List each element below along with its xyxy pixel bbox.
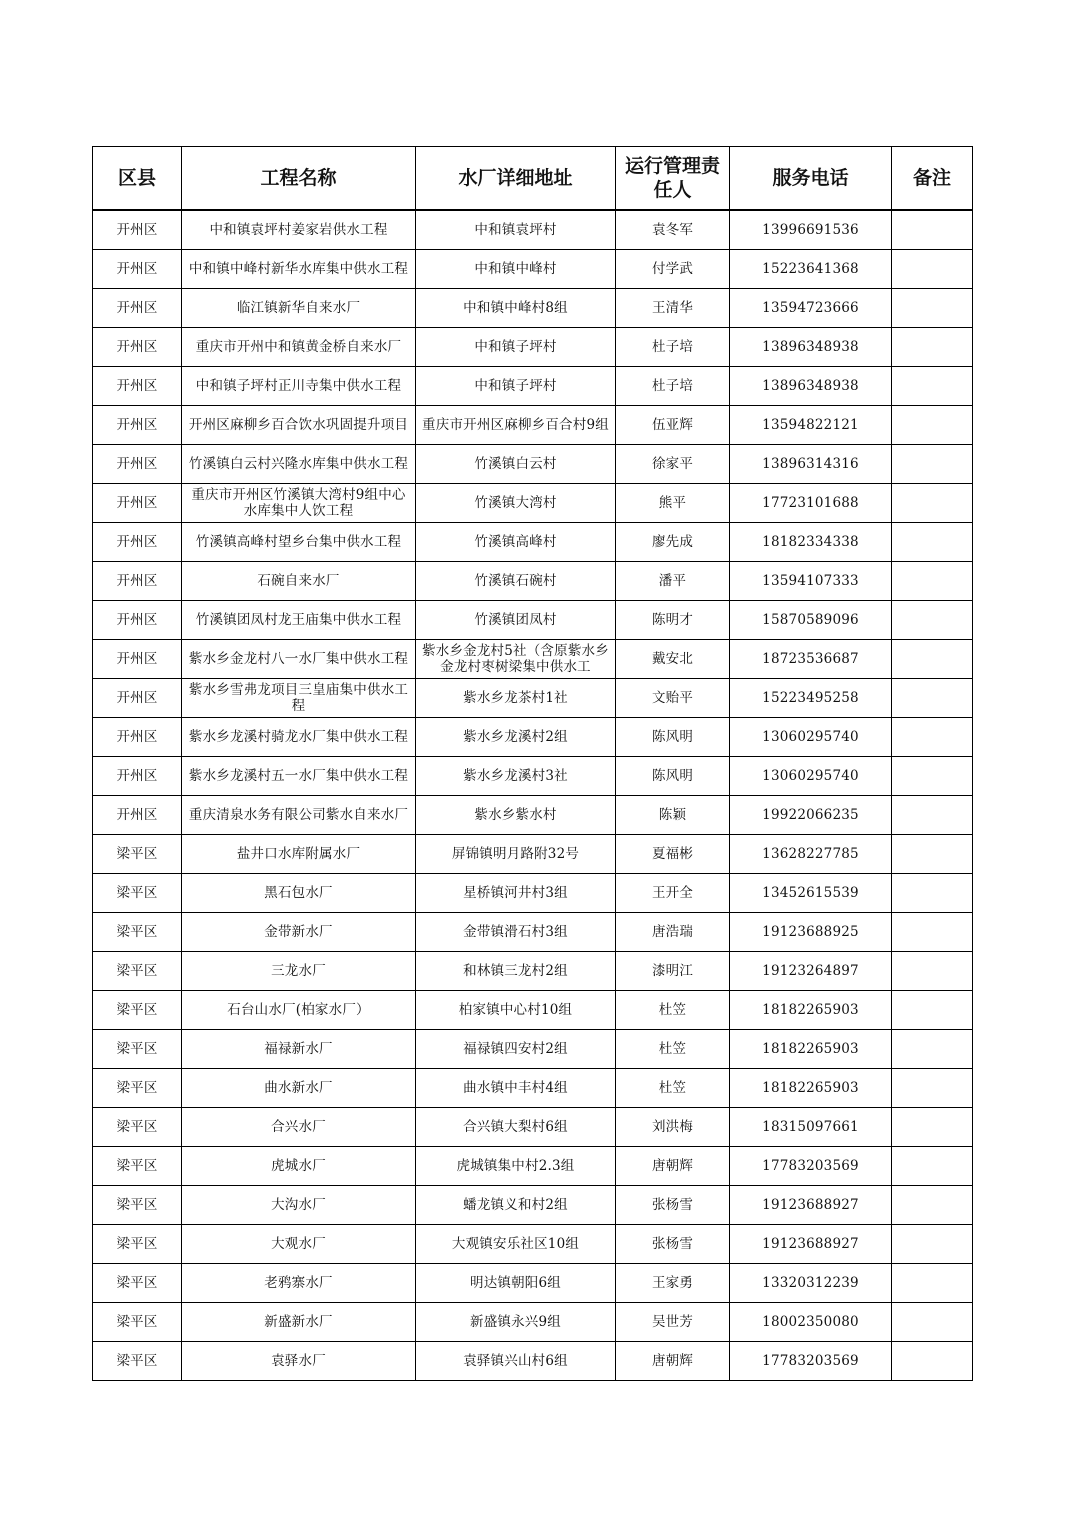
cell-service-phone: 18182334338 [730,523,892,562]
cell-county: 梁平区 [93,1342,182,1381]
cell-service-phone: 19123264897 [730,952,892,991]
cell-remarks [892,406,973,445]
cell-project-name: 袁驿水厂 [182,1342,416,1381]
cell-remarks [892,1342,973,1381]
cell-county: 开州区 [93,601,182,640]
cell-service-phone: 13060295740 [730,757,892,796]
cell-remarks [892,562,973,601]
cell-service-phone: 13060295740 [730,718,892,757]
cell-plant-address: 福禄镇四安村2组 [416,1030,616,1069]
table-row [93,406,973,445]
cell-remarks [892,367,973,406]
cell-county: 开州区 [93,328,182,367]
cell-plant-address: 中和镇中峰村 [416,250,616,289]
cell-project-name: 重庆市开州区竹溪镇大湾村9组中心水库集中人饮工程 [182,484,416,523]
cell-plant-address: 中和镇中峰村8组 [416,289,616,328]
cell-responsible-person: 潘平 [616,562,730,601]
cell-county: 梁平区 [93,1264,182,1303]
cell-project-name: 三龙水厂 [182,952,416,991]
cell-plant-address: 紫水乡金龙村5社（含原紫水乡金龙村枣树梁集中供水工 [416,640,616,679]
table-row [93,757,973,796]
cell-county: 开州区 [93,367,182,406]
cell-service-phone: 19123688927 [730,1225,892,1264]
cell-county: 开州区 [93,679,182,718]
table-row [93,913,973,952]
cell-responsible-person: 陈明才 [616,601,730,640]
table-row [93,679,973,718]
cell-service-phone: 13594822121 [730,406,892,445]
table-row [93,210,973,250]
cell-plant-address: 紫水乡紫水村 [416,796,616,835]
cell-responsible-person: 伍亚辉 [616,406,730,445]
table-row [93,1030,973,1069]
cell-project-name: 重庆清泉水务有限公司紫水自来水厂 [182,796,416,835]
header-remarks: 备注 [892,147,973,211]
cell-remarks [892,640,973,679]
cell-responsible-person: 陈风明 [616,757,730,796]
cell-county: 开州区 [93,445,182,484]
cell-responsible-person: 戴安北 [616,640,730,679]
table-row [93,1147,973,1186]
cell-project-name: 临江镇新华自来水厂 [182,289,416,328]
cell-county: 开州区 [93,640,182,679]
table-row [93,1186,973,1225]
cell-remarks [892,1303,973,1342]
cell-responsible-person: 王家勇 [616,1264,730,1303]
cell-project-name: 石碗自来水厂 [182,562,416,601]
cell-responsible-person: 廖先成 [616,523,730,562]
cell-county: 梁平区 [93,1030,182,1069]
cell-service-phone: 13896348938 [730,328,892,367]
cell-service-phone: 13452615539 [730,874,892,913]
cell-plant-address: 合兴镇大梨村6组 [416,1108,616,1147]
cell-county: 开州区 [93,562,182,601]
cell-responsible-person: 王开全 [616,874,730,913]
cell-county: 开州区 [93,289,182,328]
cell-responsible-person: 刘洪梅 [616,1108,730,1147]
table-row [93,523,973,562]
cell-project-name: 盐井口水库附属水厂 [182,835,416,874]
cell-project-name: 大沟水厂 [182,1186,416,1225]
cell-service-phone: 18182265903 [730,1030,892,1069]
cell-plant-address: 新盛镇永兴9组 [416,1303,616,1342]
cell-project-name: 紫水乡雪弗龙项目三皇庙集中供水工程 [182,679,416,718]
cell-responsible-person: 漆明江 [616,952,730,991]
water-plant-table [92,146,973,1381]
cell-remarks [892,1147,973,1186]
cell-responsible-person: 杜子培 [616,367,730,406]
cell-responsible-person: 杜笠 [616,991,730,1030]
cell-remarks [892,210,973,250]
cell-remarks [892,601,973,640]
cell-responsible-person: 张杨雪 [616,1225,730,1264]
cell-responsible-person: 徐家平 [616,445,730,484]
table-header-row [93,147,973,211]
cell-project-name: 竹溪镇白云村兴隆水库集中供水工程 [182,445,416,484]
cell-plant-address: 星桥镇河井村3组 [416,874,616,913]
cell-remarks [892,952,973,991]
cell-county: 开州区 [93,718,182,757]
cell-project-name: 虎城水厂 [182,1147,416,1186]
cell-responsible-person: 陈风明 [616,718,730,757]
cell-county: 梁平区 [93,1069,182,1108]
table-row [93,562,973,601]
cell-remarks [892,1225,973,1264]
cell-county: 梁平区 [93,1108,182,1147]
cell-project-name: 中和镇中峰村新华水库集中供水工程 [182,250,416,289]
table-row [93,367,973,406]
table-row [93,796,973,835]
table-row [93,289,973,328]
cell-plant-address: 袁驿镇兴山村6组 [416,1342,616,1381]
cell-service-phone: 15870589096 [730,601,892,640]
header-service-phone: 服务电话 [730,147,892,211]
cell-county: 开州区 [93,484,182,523]
cell-plant-address: 中和镇子坪村 [416,367,616,406]
header-county: 区县 [93,147,182,211]
cell-plant-address: 竹溪镇白云村 [416,445,616,484]
cell-project-name: 竹溪镇高峰村望乡台集中供水工程 [182,523,416,562]
cell-responsible-person: 唐朝辉 [616,1342,730,1381]
table-row [93,1342,973,1381]
table-row [93,250,973,289]
cell-plant-address: 蟠龙镇义和村2组 [416,1186,616,1225]
cell-county: 梁平区 [93,952,182,991]
cell-project-name: 重庆市开州中和镇黄金桥自来水厂 [182,328,416,367]
cell-plant-address: 金带镇滑石村3组 [416,913,616,952]
cell-project-name: 曲水新水厂 [182,1069,416,1108]
cell-service-phone: 18182265903 [730,1069,892,1108]
cell-responsible-person: 付学武 [616,250,730,289]
cell-service-phone: 15223641368 [730,250,892,289]
cell-remarks [892,523,973,562]
table-row [93,1069,973,1108]
cell-responsible-person: 张杨雪 [616,1186,730,1225]
table-row [93,328,973,367]
cell-service-phone: 17783203569 [730,1342,892,1381]
cell-remarks [892,445,973,484]
cell-county: 梁平区 [93,874,182,913]
cell-county: 开州区 [93,796,182,835]
cell-responsible-person: 杜笠 [616,1030,730,1069]
table-row [93,874,973,913]
table-row [93,835,973,874]
table-row [93,718,973,757]
cell-service-phone: 18182265903 [730,991,892,1030]
cell-plant-address: 紫水乡龙茶村1社 [416,679,616,718]
cell-project-name: 紫水乡金龙村八一水厂集中供水工程 [182,640,416,679]
cell-county: 开州区 [93,406,182,445]
cell-responsible-person: 陈颖 [616,796,730,835]
cell-plant-address: 竹溪镇高峰村 [416,523,616,562]
cell-project-name: 新盛新水厂 [182,1303,416,1342]
cell-plant-address: 竹溪镇石碗村 [416,562,616,601]
cell-service-phone: 13594723666 [730,289,892,328]
table-row [93,640,973,679]
cell-county: 梁平区 [93,991,182,1030]
cell-remarks [892,1108,973,1147]
cell-remarks [892,796,973,835]
cell-project-name: 中和镇袁坪村姜家岩供水工程 [182,210,416,250]
cell-county: 梁平区 [93,1147,182,1186]
table-row [93,1303,973,1342]
cell-responsible-person: 吴世芳 [616,1303,730,1342]
cell-remarks [892,874,973,913]
cell-service-phone: 19922066235 [730,796,892,835]
cell-plant-address: 竹溪镇大湾村 [416,484,616,523]
table-row [93,991,973,1030]
cell-remarks [892,250,973,289]
cell-plant-address: 虎城镇集中村2.3组 [416,1147,616,1186]
cell-project-name: 黑石包水厂 [182,874,416,913]
cell-project-name: 福禄新水厂 [182,1030,416,1069]
cell-remarks [892,328,973,367]
cell-remarks [892,1069,973,1108]
cell-remarks [892,835,973,874]
cell-responsible-person: 唐浩瑞 [616,913,730,952]
cell-plant-address: 曲水镇中丰村4组 [416,1069,616,1108]
cell-responsible-person: 唐朝辉 [616,1147,730,1186]
cell-service-phone: 13594107333 [730,562,892,601]
cell-responsible-person: 文贻平 [616,679,730,718]
cell-remarks [892,991,973,1030]
cell-county: 梁平区 [93,1186,182,1225]
cell-service-phone: 13320312239 [730,1264,892,1303]
cell-project-name: 竹溪镇团凤村龙王庙集中供水工程 [182,601,416,640]
cell-remarks [892,757,973,796]
cell-service-phone: 13628227785 [730,835,892,874]
cell-plant-address: 中和镇子坪村 [416,328,616,367]
cell-responsible-person: 夏福彬 [616,835,730,874]
cell-plant-address: 大观镇安乐社区10组 [416,1225,616,1264]
cell-project-name: 石台山水厂(柏家水厂） [182,991,416,1030]
cell-responsible-person: 熊平 [616,484,730,523]
cell-remarks [892,913,973,952]
cell-service-phone: 18002350080 [730,1303,892,1342]
cell-plant-address: 紫水乡龙溪村3社 [416,757,616,796]
cell-county: 开州区 [93,210,182,250]
cell-county: 梁平区 [93,1225,182,1264]
cell-project-name: 大观水厂 [182,1225,416,1264]
header-plant-address: 水厂详细地址 [416,147,616,211]
cell-county: 梁平区 [93,913,182,952]
header-responsible-person: 运行管理责任人 [616,147,730,211]
cell-responsible-person: 王清华 [616,289,730,328]
header-project-name: 工程名称 [182,147,416,211]
cell-responsible-person: 杜子培 [616,328,730,367]
cell-plant-address: 竹溪镇团凤村 [416,601,616,640]
cell-project-name: 老鸦寨水厂 [182,1264,416,1303]
table-row [93,484,973,523]
cell-remarks [892,1264,973,1303]
cell-county: 梁平区 [93,835,182,874]
cell-service-phone: 17783203569 [730,1147,892,1186]
cell-project-name: 金带新水厂 [182,913,416,952]
table-body [93,210,973,1381]
table-row [93,601,973,640]
cell-plant-address: 明达镇朝阳6组 [416,1264,616,1303]
cell-plant-address: 屏锦镇明月路附32号 [416,835,616,874]
water-plant-table-sheet [92,146,972,1381]
cell-remarks [892,289,973,328]
cell-project-name: 紫水乡龙溪村五一水厂集中供水工程 [182,757,416,796]
table-row [93,1264,973,1303]
cell-county: 梁平区 [93,1303,182,1342]
table-row [93,1225,973,1264]
cell-service-phone: 15223495258 [730,679,892,718]
cell-plant-address: 重庆市开州区麻柳乡百合村9组 [416,406,616,445]
cell-service-phone: 19123688927 [730,1186,892,1225]
cell-remarks [892,718,973,757]
cell-project-name: 合兴水厂 [182,1108,416,1147]
cell-project-name: 中和镇子坪村正川寺集中供水工程 [182,367,416,406]
cell-service-phone: 18723536687 [730,640,892,679]
cell-remarks [892,1030,973,1069]
cell-service-phone: 17723101688 [730,484,892,523]
cell-service-phone: 13896348938 [730,367,892,406]
cell-plant-address: 和林镇三龙村2组 [416,952,616,991]
table-row [93,952,973,991]
cell-service-phone: 13896314316 [730,445,892,484]
cell-plant-address: 柏家镇中心村10组 [416,991,616,1030]
cell-service-phone: 18315097661 [730,1108,892,1147]
cell-plant-address: 中和镇袁坪村 [416,210,616,250]
cell-responsible-person: 杜笠 [616,1069,730,1108]
cell-plant-address: 紫水乡龙溪村2组 [416,718,616,757]
cell-responsible-person: 袁冬军 [616,210,730,250]
cell-project-name: 紫水乡龙溪村骑龙水厂集中供水工程 [182,718,416,757]
cell-service-phone: 19123688925 [730,913,892,952]
cell-county: 开州区 [93,757,182,796]
cell-remarks [892,679,973,718]
cell-remarks [892,1186,973,1225]
table-row [93,445,973,484]
cell-county: 开州区 [93,250,182,289]
cell-service-phone: 13996691536 [730,210,892,250]
cell-project-name: 开州区麻柳乡百合饮水巩固提升项目 [182,406,416,445]
cell-remarks [892,484,973,523]
cell-county: 开州区 [93,523,182,562]
table-row [93,1108,973,1147]
